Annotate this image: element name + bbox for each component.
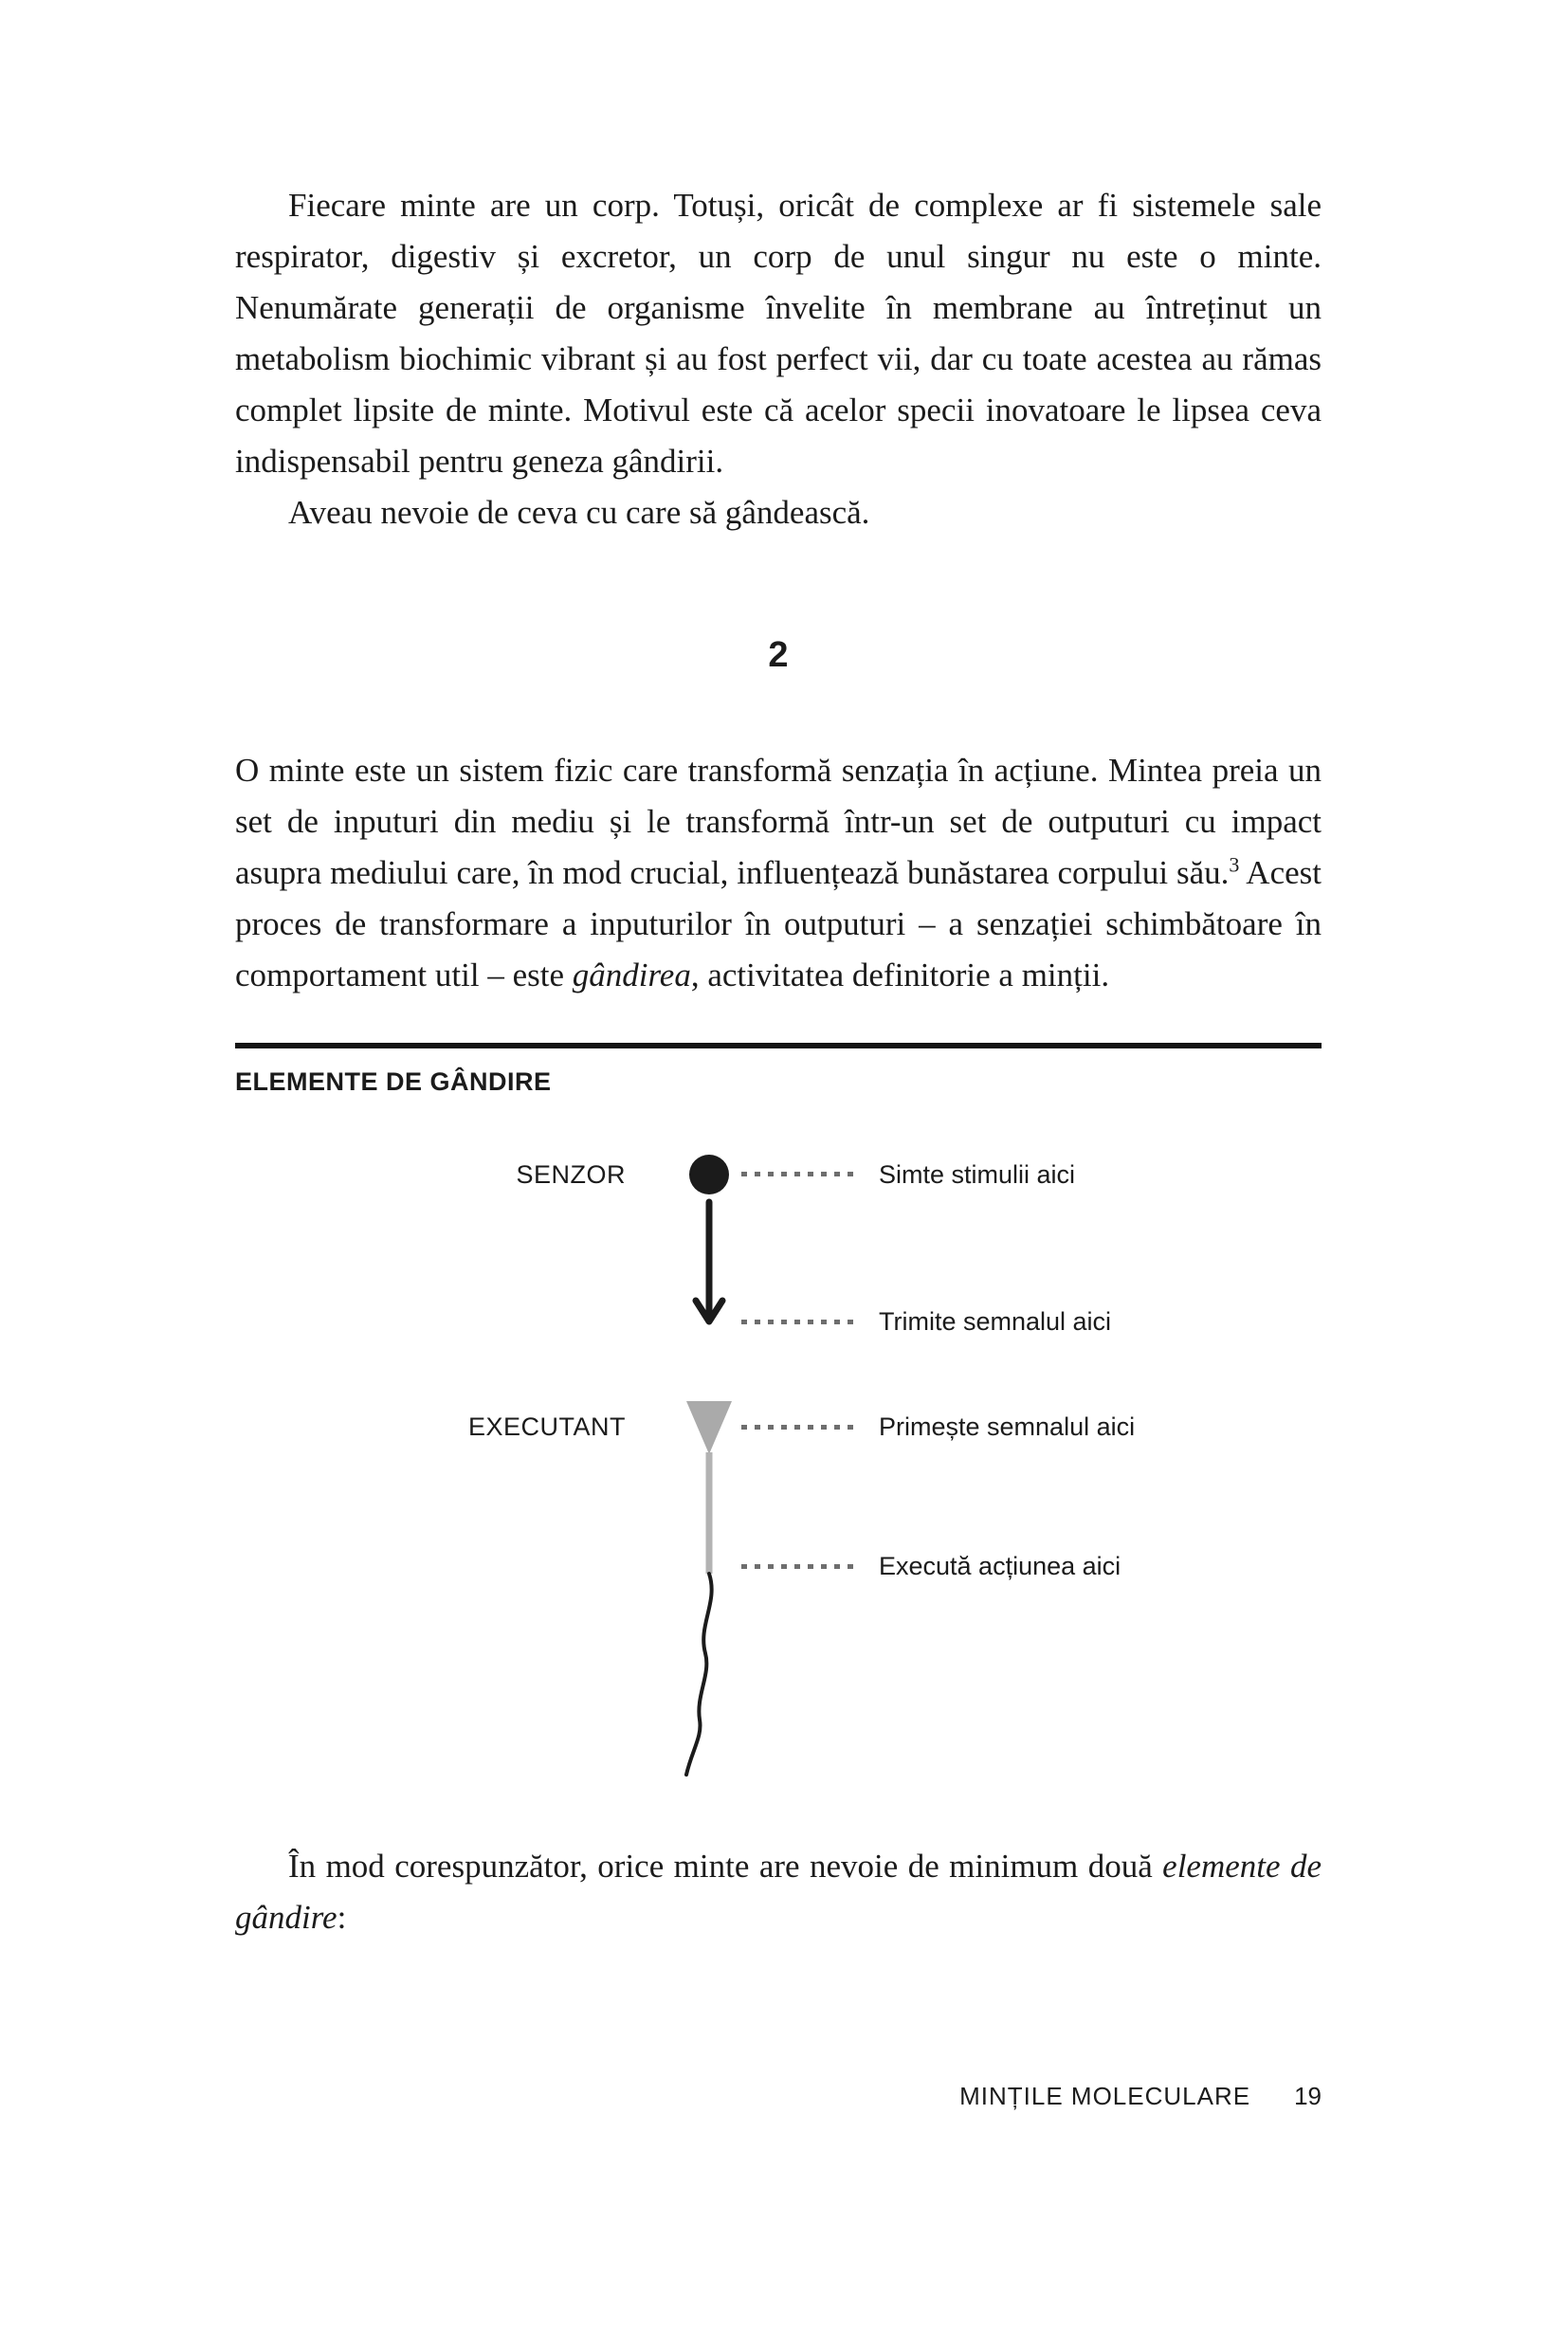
thinking-elements-figure: [235, 1043, 1322, 1813]
paragraph-3-part-3: , activitatea definitorie a minții.: [690, 957, 1110, 993]
footnote-ref-3: 3: [1229, 852, 1240, 877]
paragraph-4-part-1: În mod corespunzător, orice minte are nevoie de minimum două: [288, 1848, 1163, 1885]
paragraph-4-part-2: :: [337, 1899, 347, 1936]
figure-diagram: [235, 1111, 1322, 1813]
annotation-send: Trimite semnalul aici: [879, 1307, 1112, 1336]
sensor-dot-icon: [689, 1155, 729, 1194]
leader-dots-receive: [741, 1425, 861, 1430]
italic-elemente-de-gandire: elemente de gândire: [235, 1848, 1322, 1936]
italic-gandirea: gândirea: [572, 957, 691, 993]
paragraph-1: Fiecare minte are un corp. Totuși, oricât de complexe ar fi sistemele sale respirator, digestiv și excretor, un corp de unul singur nu este o minte. Nenumărate generații de organisme învelite în membrane au întreținut un metabolism biochimic vibrant și au fost perfect vii, dar cu toate acestea au rămas complet lipsite de minte. Motivul este că acelor specii inovatoare le lipsea ceva indispensabil pentru geneza gândirii.: [235, 187, 1322, 480]
paragraph-3: [235, 745, 1322, 1001]
figure-top-rule: [235, 1043, 1322, 1048]
sensor-label: SENZOR: [516, 1160, 626, 1189]
running-footer: [235, 2082, 1322, 2111]
executor-triangle-icon: [686, 1401, 732, 1454]
neuron-diagram-graphic: [652, 1111, 766, 1813]
paragraph-4: [235, 1841, 1322, 1943]
executor-label: EXECUTANT: [467, 1412, 626, 1441]
page-content: [235, 180, 1322, 1943]
tail-curve-icon: [686, 1574, 712, 1775]
leader-dots-execute: [741, 1564, 861, 1569]
annotation-receive: Primește semnalul aici: [879, 1412, 1136, 1441]
paragraph-2: Aveau nevoie de ceva cu care să gândească.: [288, 494, 870, 531]
paragraph-3-part-1: O minte este un sistem fizic care transformă senzația în acțiune. Mintea preia un set de inputuri din mediu și le transformă într-un set de outputuri cu impact asupra mediului care, în mod crucial, influențează bunăstarea corpului său.: [235, 752, 1322, 891]
page-number: 19: [1294, 2082, 1322, 2110]
annotation-execute: Execută acțiunea aici: [879, 1552, 1121, 1580]
section-number: 2: [768, 635, 789, 675]
leader-dots-send: [741, 1320, 861, 1324]
running-footer-title: MINȚILE MOLECULARE: [959, 2082, 1251, 2110]
leader-dots-sense: [741, 1172, 861, 1176]
paragraph-3-part-2: Acest proces de transformare a inputurilor în outputuri – a senzației schimbătoare în comportament util – este: [235, 854, 1322, 993]
annotation-sense: Simte stimulii aici: [879, 1160, 1076, 1189]
figure-title: ELEMENTE DE GÂNDIRE: [235, 1067, 552, 1096]
